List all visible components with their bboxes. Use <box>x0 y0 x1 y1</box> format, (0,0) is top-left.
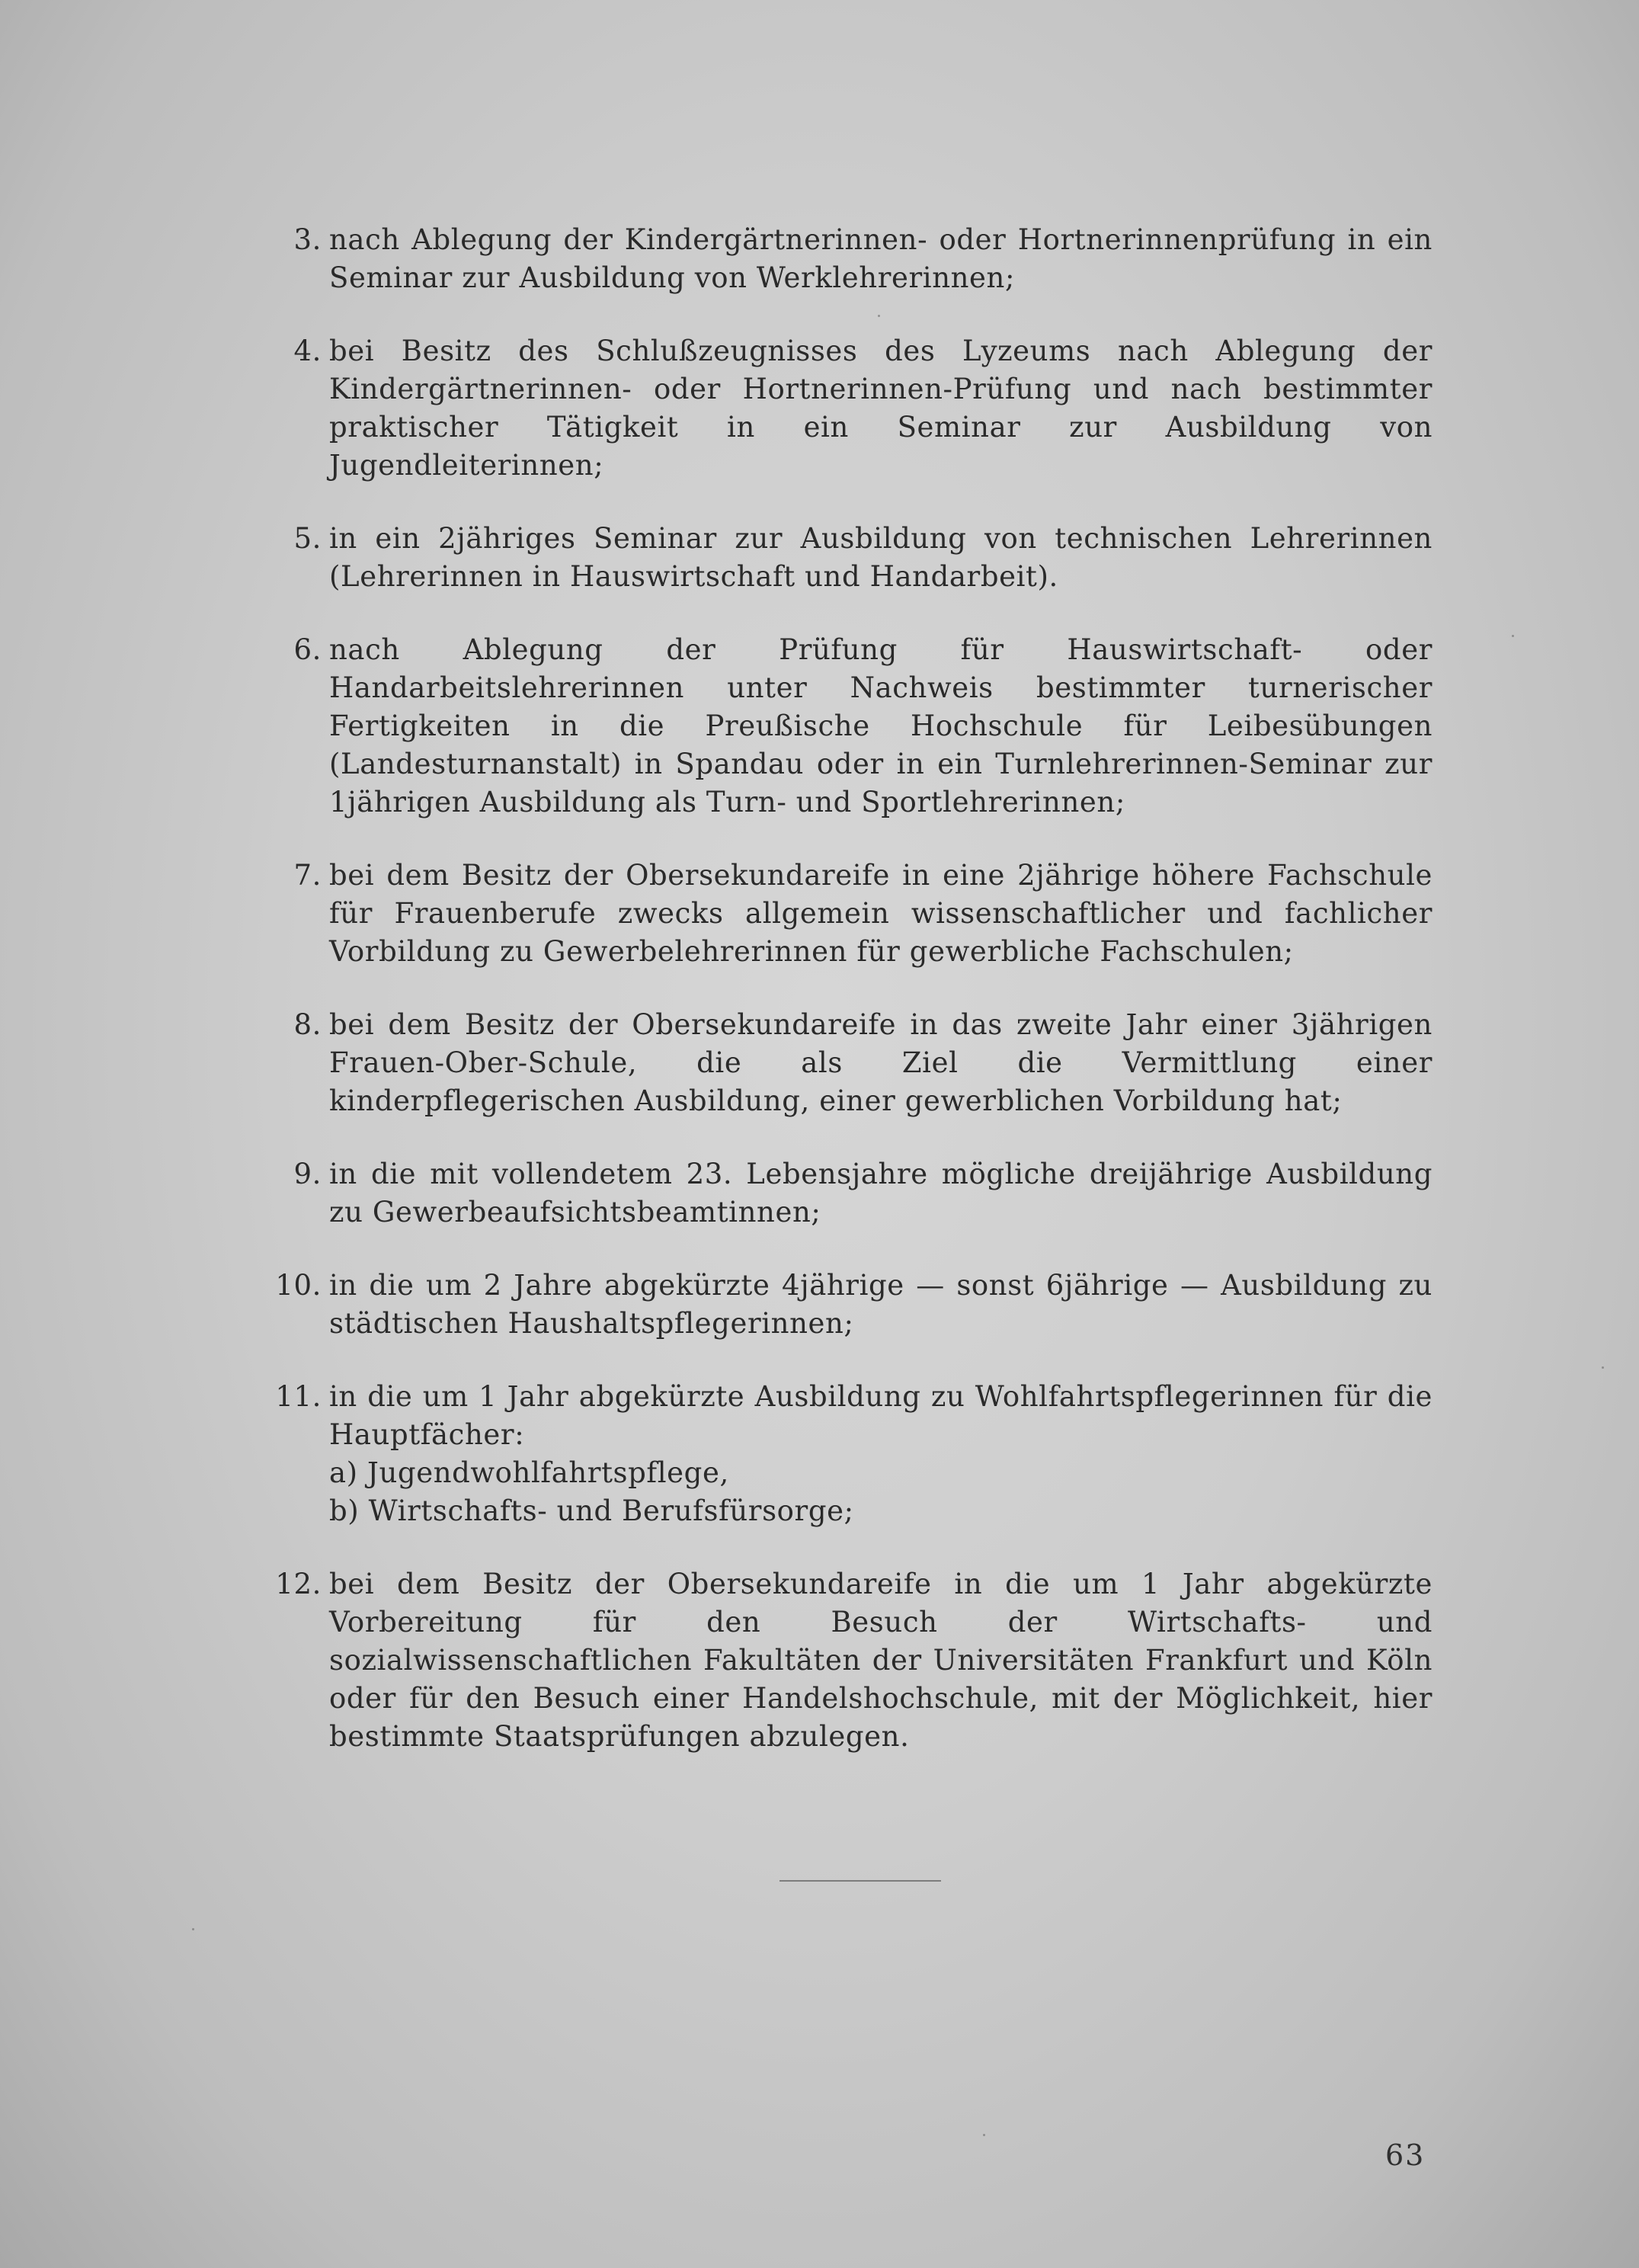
item-text: nach Ablegung der Prüfung für Hauswirtschaft- oder Handarbeitslehrerinnen unter Nachweis bestimmter turnerischer Fertigkeiten in die Preußische Hochschule für Leibesübungen (Landesturnanstalt) in Spandau oder in ein Turnlehrerinnen-Seminar zur 1jährigen Ausbildung als Turn- und Sportlehrerinnen; <box>329 633 1433 818</box>
item-text: bei dem Besitz der Obersekundareife in das zweite Jahr einer 3jährigen Frauen-Ober-Schule, die als Ziel die Vermittlung einer kinderpflegerischen Ausbildung, einer gewerblichen Vorbildung hat; <box>329 1008 1433 1117</box>
item-text: bei dem Besitz der Obersekundareife in eine 2jährige höhere Fachschule für Frauenberufe zwecks allgemein wissenschaftlicher und fachlicher Vorbildung zu Gewerbelehrerinnen für gewerbliche Fachschulen; <box>329 859 1433 968</box>
list-item-4 <box>267 332 1433 485</box>
list-item-8 <box>267 1006 1433 1120</box>
item-number: 7. <box>293 859 322 892</box>
item-number: 10. <box>275 1269 322 1302</box>
item-number: 4. <box>293 335 322 367</box>
list-item-11 <box>267 1378 1433 1530</box>
item-number: 8. <box>293 1008 322 1041</box>
list-item-5 <box>267 520 1433 596</box>
item-text: in ein 2jähriges Seminar zur Ausbildung von technischen Lehrerinnen (Lehrerinnen in Hauswirtschaft und Handarbeit). <box>329 522 1433 593</box>
list-item-9 <box>267 1155 1433 1232</box>
item-text: bei Besitz des Schlußzeugnisses des Lyzeums nach Ablegung der Kindergärtnerinnen- oder Hortnerinnen-Prüfung und nach bestimmter praktischer Tätigkeit in ein Seminar zur Ausbildung von Jugendleiterinnen; <box>329 335 1433 482</box>
paper-speck <box>192 1928 194 1930</box>
paper-speck <box>1512 635 1514 637</box>
item-text: in die mit vollendetem 23. Lebensjahre mögliche dreijährige Ausbildung zu Gewerbeaufsichtsbeamtinnen; <box>329 1158 1433 1228</box>
item-text: in die um 2 Jahre abgekürzte 4jährige — sonst 6jährige — Ausbildung zu städtischen Haushaltspflegerinnen; <box>329 1269 1433 1340</box>
section-divider <box>779 1880 941 1882</box>
list-item-3 <box>267 221 1433 297</box>
paper-speck <box>983 2134 985 2136</box>
paper-speck <box>1602 1366 1604 1369</box>
item-number: 6. <box>293 633 322 666</box>
item-text: nach Ablegung der Kindergärtnerinnen- oder Hortnerinnenprüfung in ein Seminar zur Ausbildung von Werklehrerinnen; <box>329 223 1433 294</box>
list-item-12 <box>267 1565 1433 1756</box>
list-item-7 <box>267 857 1433 971</box>
item-text: in die um 1 Jahr abgekürzte Ausbildung zu Wohlfahrtspflegerinnen für die Hauptfächer: <box>329 1380 1433 1451</box>
list-item-10 <box>267 1267 1433 1343</box>
subitem-a: a) Jugendwohlfahrtspflege, <box>329 1456 729 1489</box>
numbered-list <box>267 221 1433 1791</box>
item-number: 12. <box>275 1568 322 1600</box>
subitem-b: b) Wirtschafts- und Berufsfürsorge; <box>329 1494 854 1527</box>
item-text: bei dem Besitz der Obersekundareife in die um 1 Jahr abgekürzte Vorbereitung für den Besuch der Wirtschafts- und sozialwissenschaftlichen Fakultäten der Universitäten Frankfurt und Köln oder für den Besuch einer Handelshochschule, mit der Möglichkeit, hier bestimmte Staatsprüfungen abzulegen. <box>329 1568 1433 1753</box>
item-number: 11. <box>275 1380 322 1413</box>
item-number: 9. <box>293 1158 322 1190</box>
page-number: 63 <box>1385 2138 1426 2172</box>
item-number: 5. <box>293 522 322 555</box>
item-number: 3. <box>293 223 322 256</box>
list-item-6 <box>267 631 1433 822</box>
paper-speck <box>878 315 880 317</box>
